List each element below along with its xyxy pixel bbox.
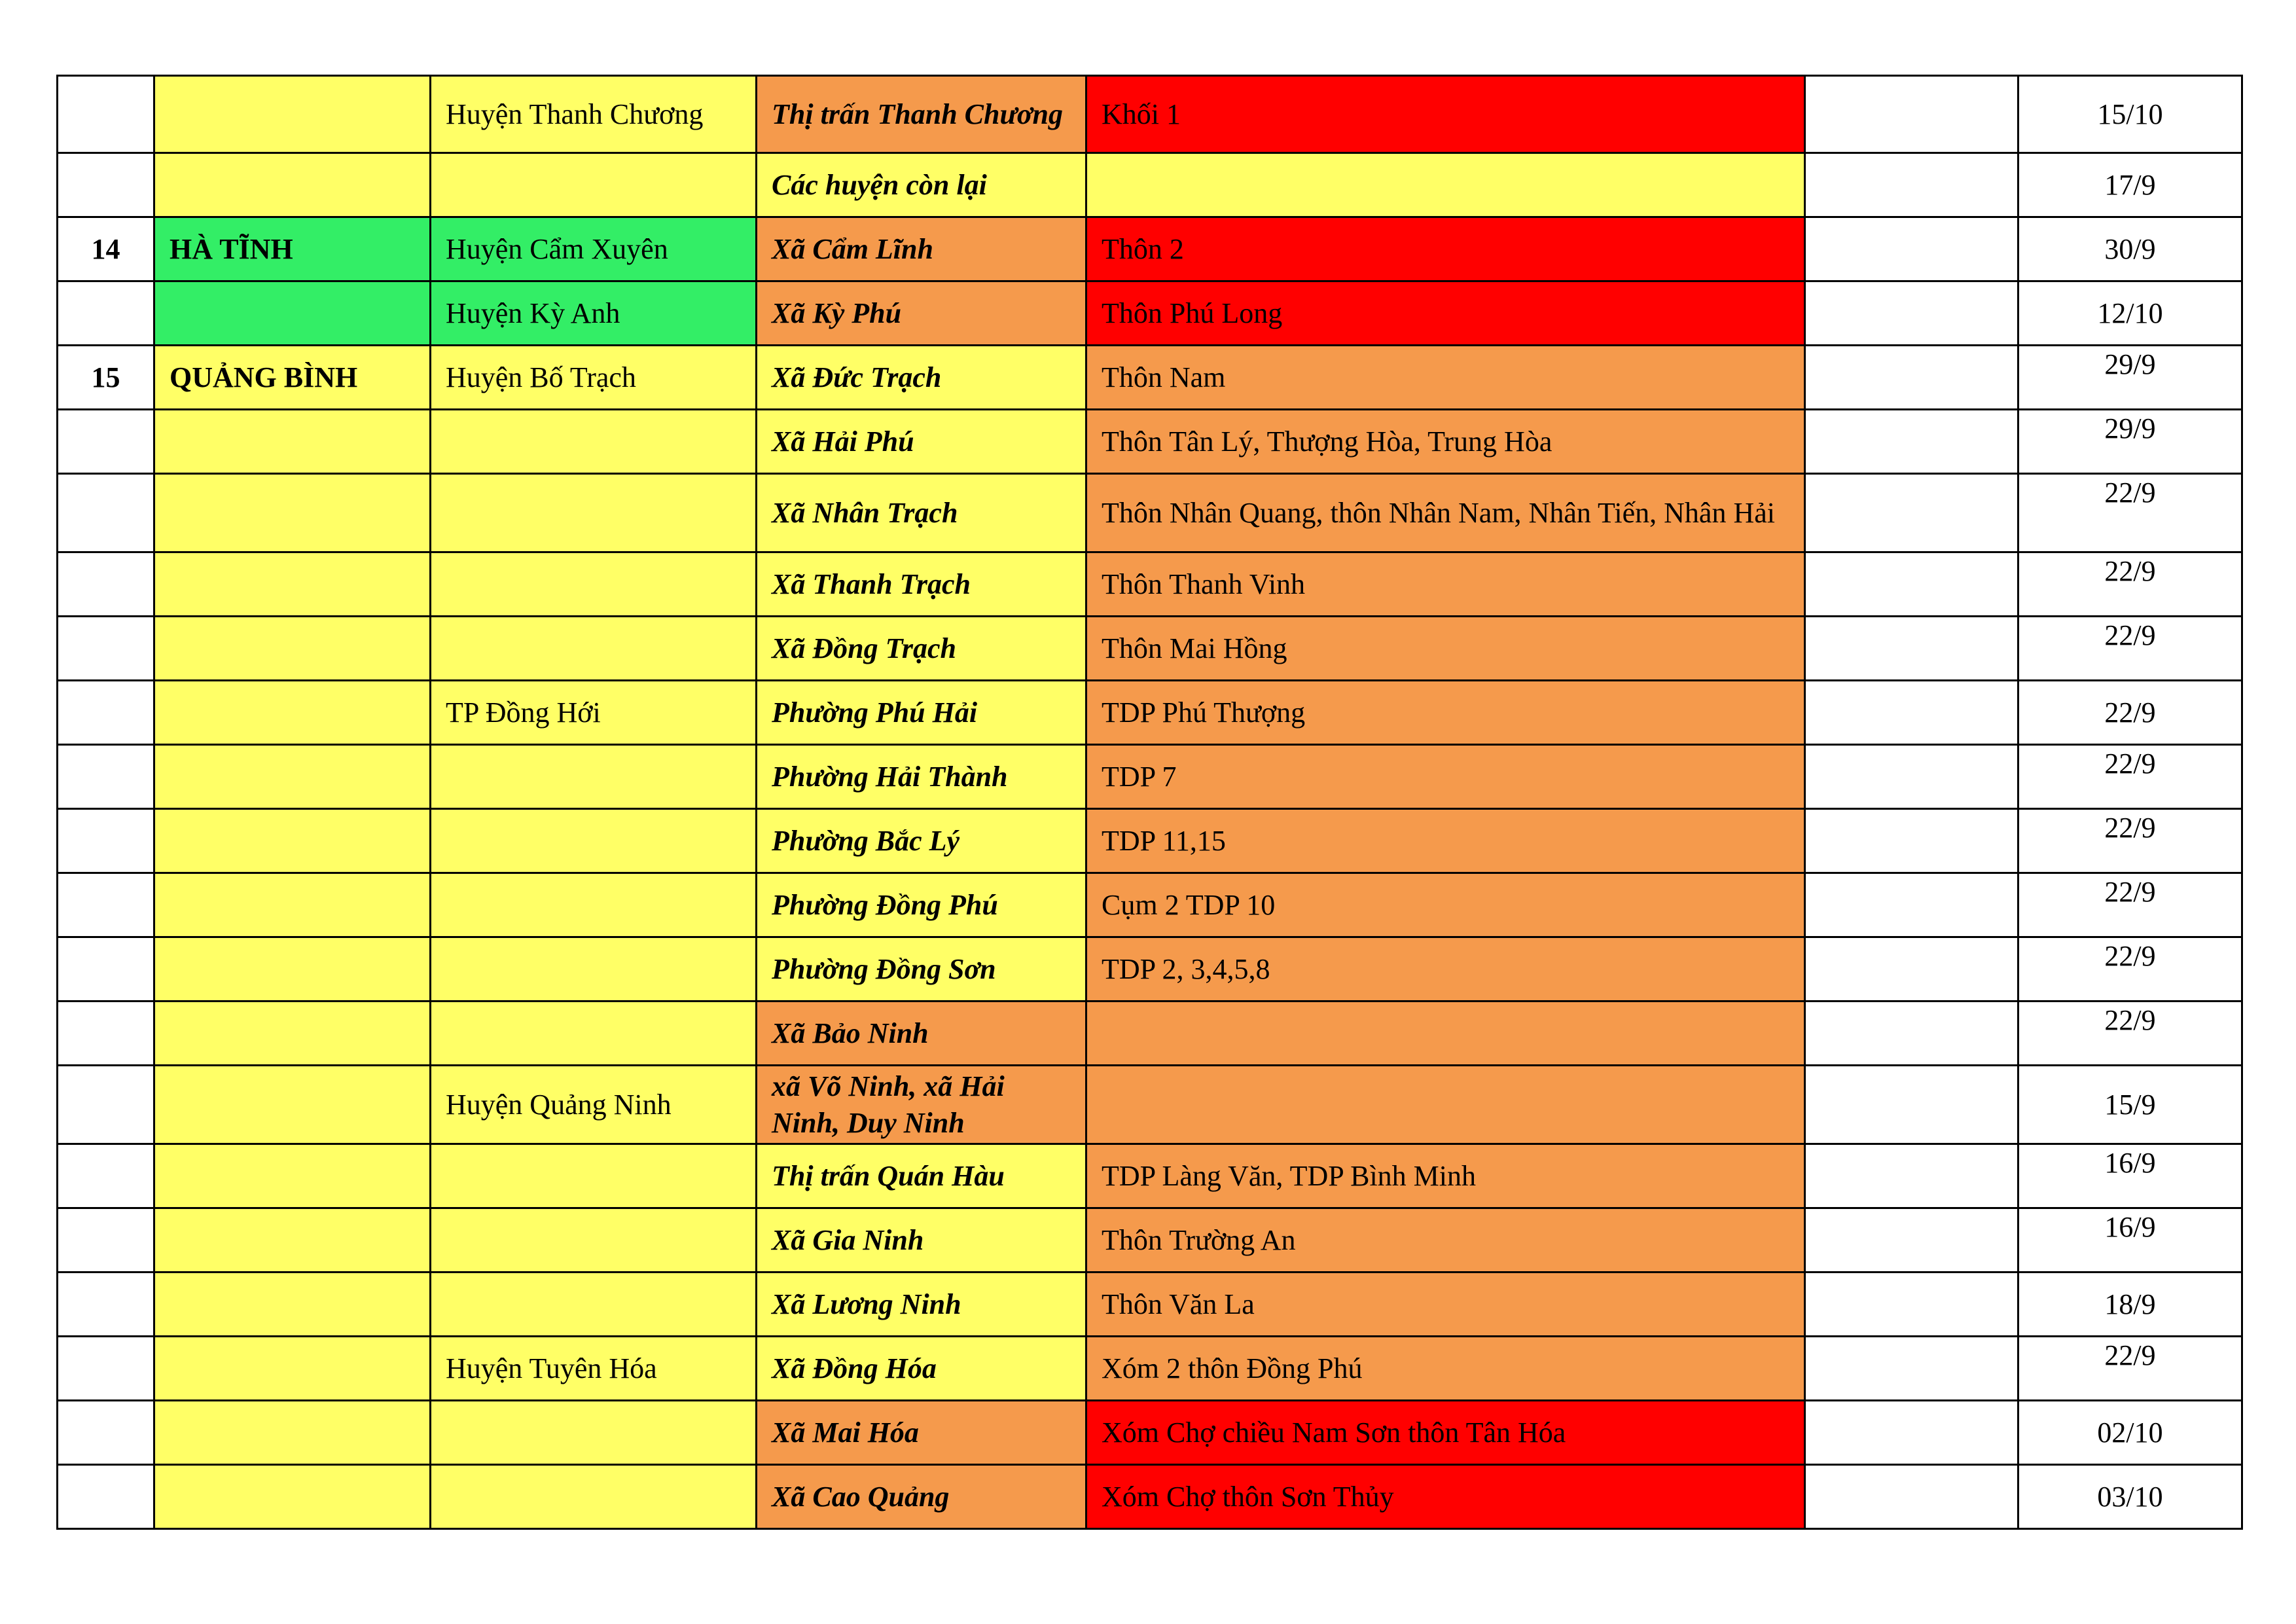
stt-cell: [58, 1144, 154, 1208]
date-cell: 22/9: [2018, 552, 2242, 617]
stt-cell: [58, 1066, 154, 1144]
commune-cell: Phường Đồng Phú: [757, 873, 1086, 937]
district-cell: [431, 410, 757, 474]
province-cell: [154, 410, 431, 474]
stt-cell: [58, 1208, 154, 1272]
blank-cell: [1805, 76, 2018, 153]
stt-cell: [58, 1401, 154, 1465]
table-row: [58, 1001, 2242, 1066]
date-cell: 18/9: [2018, 1272, 2242, 1337]
stt-cell: [58, 1337, 154, 1401]
hamlet-cell: [1086, 153, 1805, 217]
stt-cell: [58, 809, 154, 873]
province-cell: [154, 1337, 431, 1401]
table-row: [58, 1144, 2242, 1208]
date-cell: 29/9: [2018, 346, 2242, 410]
province-cell: [154, 1208, 431, 1272]
district-cell: TP Đồng Hới: [431, 681, 757, 745]
stt-cell: [58, 681, 154, 745]
commune-cell: Xã Thanh Trạch: [757, 552, 1086, 617]
date-cell: 15/9: [2018, 1066, 2242, 1144]
province-cell: [154, 281, 431, 346]
outbreak-table: [56, 75, 2243, 1530]
date-cell: 22/9: [2018, 617, 2242, 681]
province-cell: [154, 681, 431, 745]
hamlet-cell: Thôn Trường An: [1086, 1208, 1805, 1272]
table-row: [58, 617, 2242, 681]
province-cell: [154, 1144, 431, 1208]
province-cell: [154, 937, 431, 1001]
table-row: [58, 745, 2242, 809]
stt-cell: [58, 1272, 154, 1337]
stt-cell: [58, 1465, 154, 1529]
table-row: [58, 1465, 2242, 1529]
blank-cell: [1805, 1208, 2018, 1272]
district-cell: [431, 1144, 757, 1208]
table-row: [58, 937, 2242, 1001]
stt-cell: 15: [58, 346, 154, 410]
table-row: [58, 873, 2242, 937]
commune-cell: Xã Mai Hóa: [757, 1401, 1086, 1465]
hamlet-cell: TDP Phú Thượng: [1086, 681, 1805, 745]
commune-cell: Xã Nhân Trạch: [757, 474, 1086, 552]
table-row: [58, 1272, 2242, 1337]
date-cell: 15/10: [2018, 76, 2242, 153]
blank-cell: [1805, 1401, 2018, 1465]
province-cell: [154, 1066, 431, 1144]
hamlet-cell: TDP 11,15: [1086, 809, 1805, 873]
stt-cell: [58, 281, 154, 346]
stt-cell: [58, 745, 154, 809]
district-cell: [431, 1465, 757, 1529]
table-row: [58, 1337, 2242, 1401]
district-cell: Huyện Kỳ Anh: [431, 281, 757, 346]
blank-cell: [1805, 552, 2018, 617]
province-cell: [154, 617, 431, 681]
table-row: [58, 76, 2242, 153]
district-cell: [431, 153, 757, 217]
district-cell: [431, 1272, 757, 1337]
district-cell: Huyện Cẩm Xuyên: [431, 217, 757, 281]
hamlet-cell: Thôn Phú Long: [1086, 281, 1805, 346]
date-cell: 22/9: [2018, 681, 2242, 745]
blank-cell: [1805, 153, 2018, 217]
commune-cell: Xã Gia Ninh: [757, 1208, 1086, 1272]
date-cell: 12/10: [2018, 281, 2242, 346]
date-cell: 22/9: [2018, 474, 2242, 552]
blank-cell: [1805, 937, 2018, 1001]
hamlet-cell: Thôn Tân Lý, Thượng Hòa, Trung Hòa: [1086, 410, 1805, 474]
hamlet-cell: Thôn Nam: [1086, 346, 1805, 410]
table-row: [58, 809, 2242, 873]
blank-cell: [1805, 346, 2018, 410]
district-cell: [431, 617, 757, 681]
date-cell: 22/9: [2018, 1337, 2242, 1401]
blank-cell: [1805, 1337, 2018, 1401]
hamlet-cell: [1086, 1001, 1805, 1066]
hamlet-cell: TDP Làng Văn, TDP Bình Minh: [1086, 1144, 1805, 1208]
date-cell: 16/9: [2018, 1144, 2242, 1208]
province-cell: [154, 809, 431, 873]
district-cell: [431, 937, 757, 1001]
date-cell: 22/9: [2018, 809, 2242, 873]
blank-cell: [1805, 1066, 2018, 1144]
date-cell: 22/9: [2018, 873, 2242, 937]
commune-cell: Xã Đức Trạch: [757, 346, 1086, 410]
blank-cell: [1805, 281, 2018, 346]
commune-cell: Thị trấn Thanh Chương: [757, 76, 1086, 153]
date-cell: 03/10: [2018, 1465, 2242, 1529]
district-cell: [431, 1401, 757, 1465]
stt-cell: 14: [58, 217, 154, 281]
date-cell: 16/9: [2018, 1208, 2242, 1272]
hamlet-cell: Thôn Văn La: [1086, 1272, 1805, 1337]
district-cell: Huyện Thanh Chương: [431, 76, 757, 153]
blank-cell: [1805, 474, 2018, 552]
commune-cell: Phường Hải Thành: [757, 745, 1086, 809]
date-cell: 22/9: [2018, 937, 2242, 1001]
blank-cell: [1805, 1272, 2018, 1337]
hamlet-cell: Xóm Chợ chiều Nam Sơn thôn Tân Hóa: [1086, 1401, 1805, 1465]
district-cell: [431, 873, 757, 937]
table-row: [58, 346, 2242, 410]
district-cell: [431, 809, 757, 873]
date-cell: 22/9: [2018, 745, 2242, 809]
province-cell: [154, 552, 431, 617]
province-cell: [154, 745, 431, 809]
stt-cell: [58, 617, 154, 681]
province-cell: HÀ TĨNH: [154, 217, 431, 281]
commune-cell: xã Võ Ninh, xã Hải Ninh, Duy Ninh: [757, 1066, 1086, 1144]
hamlet-cell: Cụm 2 TDP 10: [1086, 873, 1805, 937]
table-row: [58, 552, 2242, 617]
commune-cell: Phường Bắc Lý: [757, 809, 1086, 873]
hamlet-cell: Xóm Chợ thôn Sơn Thủy: [1086, 1465, 1805, 1529]
hamlet-cell: Thôn 2: [1086, 217, 1805, 281]
commune-cell: Xã Cao Quảng: [757, 1465, 1086, 1529]
hamlet-cell: Thôn Thanh Vinh: [1086, 552, 1805, 617]
table-row: [58, 474, 2242, 552]
stt-cell: [58, 937, 154, 1001]
table-row: [58, 1208, 2242, 1272]
commune-cell: Xã Lương Ninh: [757, 1272, 1086, 1337]
commune-cell: Thị trấn Quán Hàu: [757, 1144, 1086, 1208]
commune-cell: Xã Cẩm Lĩnh: [757, 217, 1086, 281]
stt-cell: [58, 153, 154, 217]
blank-cell: [1805, 681, 2018, 745]
district-cell: [431, 1208, 757, 1272]
hamlet-cell: [1086, 1066, 1805, 1144]
district-cell: Huyện Tuyên Hóa: [431, 1337, 757, 1401]
blank-cell: [1805, 1144, 2018, 1208]
province-cell: [154, 1401, 431, 1465]
province-cell: QUẢNG BÌNH: [154, 346, 431, 410]
commune-cell: Xã Đồng Hóa: [757, 1337, 1086, 1401]
stt-cell: [58, 873, 154, 937]
district-cell: Huyện Quảng Ninh: [431, 1066, 757, 1144]
stt-cell: [58, 552, 154, 617]
blank-cell: [1805, 410, 2018, 474]
province-cell: [154, 1272, 431, 1337]
province-cell: [154, 76, 431, 153]
table-row: [58, 681, 2242, 745]
table-row: [58, 281, 2242, 346]
province-cell: [154, 474, 431, 552]
district-cell: [431, 474, 757, 552]
stt-cell: [58, 474, 154, 552]
commune-cell: Phường Đồng Sơn: [757, 937, 1086, 1001]
date-cell: 02/10: [2018, 1401, 2242, 1465]
table-row: [58, 410, 2242, 474]
table-row: [58, 1066, 2242, 1144]
district-cell: [431, 745, 757, 809]
hamlet-cell: Thôn Nhân Quang, thôn Nhân Nam, Nhân Tiến, Nhân Hải: [1086, 474, 1805, 552]
commune-cell: Xã Hải Phú: [757, 410, 1086, 474]
hamlet-cell: Thôn Mai Hồng: [1086, 617, 1805, 681]
district-cell: [431, 552, 757, 617]
date-cell: 17/9: [2018, 153, 2242, 217]
stt-cell: [58, 410, 154, 474]
blank-cell: [1805, 809, 2018, 873]
district-cell: [431, 1001, 757, 1066]
table-row: [58, 1401, 2242, 1465]
blank-cell: [1805, 873, 2018, 937]
province-cell: [154, 1001, 431, 1066]
hamlet-cell: Xóm 2 thôn Đồng Phú: [1086, 1337, 1805, 1401]
commune-cell: Xã Bảo Ninh: [757, 1001, 1086, 1066]
table-row: [58, 217, 2242, 281]
province-cell: [154, 873, 431, 937]
date-cell: 29/9: [2018, 410, 2242, 474]
hamlet-cell: TDP 2, 3,4,5,8: [1086, 937, 1805, 1001]
table-row: [58, 153, 2242, 217]
blank-cell: [1805, 617, 2018, 681]
district-cell: Huyện Bố Trạch: [431, 346, 757, 410]
commune-cell: Phường Phú Hải: [757, 681, 1086, 745]
stt-cell: [58, 76, 154, 153]
date-cell: 30/9: [2018, 217, 2242, 281]
stt-cell: [58, 1001, 154, 1066]
blank-cell: [1805, 745, 2018, 809]
blank-cell: [1805, 217, 2018, 281]
hamlet-cell: Khối 1: [1086, 76, 1805, 153]
date-cell: 22/9: [2018, 1001, 2242, 1066]
commune-cell: Các huyện còn lại: [757, 153, 1086, 217]
hamlet-cell: TDP 7: [1086, 745, 1805, 809]
province-cell: [154, 153, 431, 217]
blank-cell: [1805, 1465, 2018, 1529]
commune-cell: Xã Kỳ Phú: [757, 281, 1086, 346]
province-cell: [154, 1465, 431, 1529]
commune-cell: Xã Đồng Trạch: [757, 617, 1086, 681]
blank-cell: [1805, 1001, 2018, 1066]
